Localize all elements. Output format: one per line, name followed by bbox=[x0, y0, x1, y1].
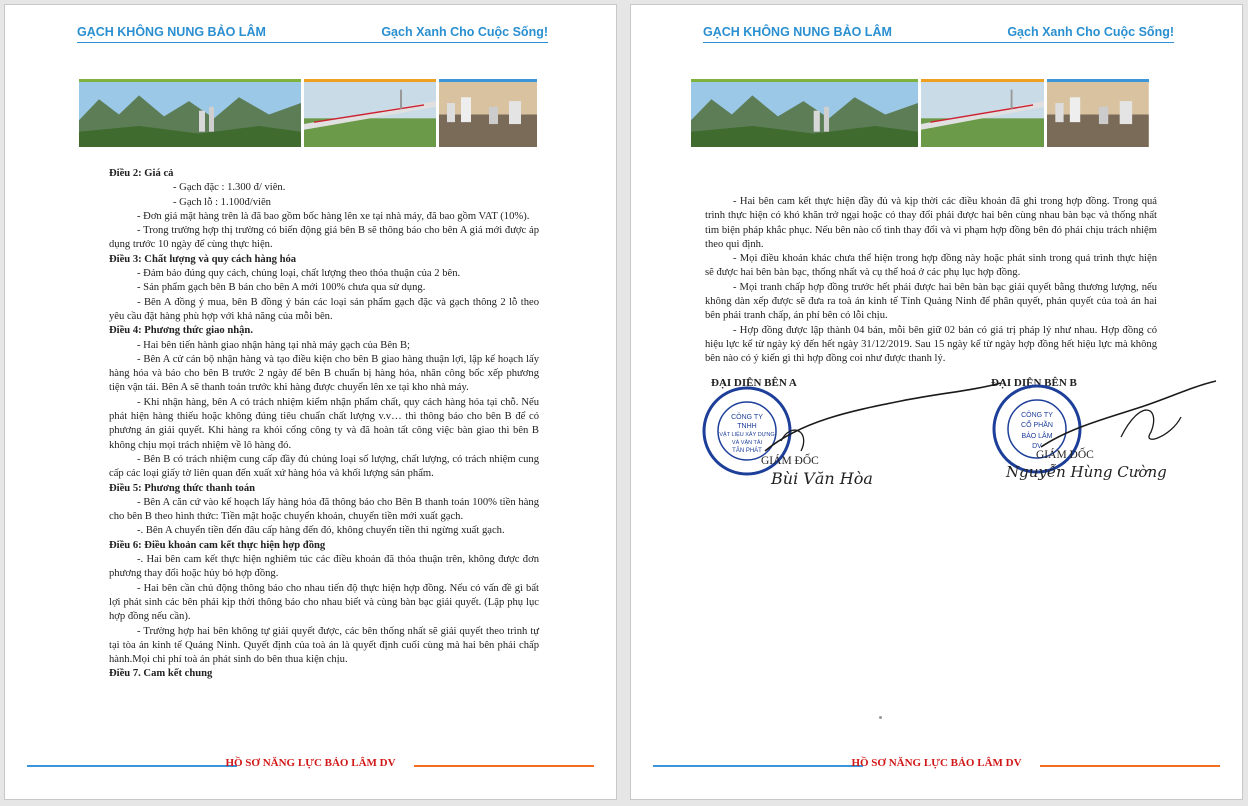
banner-photo-bridge bbox=[921, 79, 1044, 147]
article-5-para-1: - Bên A căn cứ vào kế hoạch lấy hàng hóa đã thông báo cho Bên B thanh toán 100% tiền hàng cho bên B theo hình thức: Tiền mặt hoặc chuyển khoản, chuyển tiền mới xuất gạch. bbox=[109, 496, 539, 523]
article-6-title: Điều 6: Điều khoản cam kết thực hiện hợp đồng bbox=[109, 539, 326, 551]
director-b-title: GIÁM ĐỐC bbox=[1036, 449, 1094, 461]
banner-photo-city bbox=[439, 79, 537, 147]
header-banner-image bbox=[79, 79, 537, 147]
seal-b-line-1: CÔNG TY bbox=[1021, 412, 1053, 419]
banner-photo-landscape bbox=[79, 79, 301, 147]
signature-block bbox=[701, 377, 1221, 507]
seal-a-line-2: TNHH bbox=[737, 423, 757, 430]
director-a-name: Bùi Văn Hòa bbox=[771, 469, 873, 488]
seal-a-line-3: VẬT LIỆU XÂY DỰNG bbox=[719, 432, 775, 438]
document-page-right bbox=[630, 4, 1243, 800]
header-slogan: Gạch Xanh Cho Cuộc Sống! bbox=[381, 25, 548, 39]
seal-b-line-3: BẢO LÂM bbox=[1021, 433, 1053, 440]
general-commitment-para-2: - Mọi điều khoản khác chưa thể hiện trong hợp đồng này hoặc phát sinh trong quá trình thực hiện sẽ được hai bên bàn bạc, thống nhất và cụ thể hoá ở các phụ lục hợp đồng. bbox=[705, 253, 1157, 279]
general-commitment-para-4: - Hợp đồng được lập thành 04 bản, mỗi bên giữ 02 bản có giá trị pháp lý như nhau. Hợp đồng có hiệu lực kể từ ngày ký đến hết ngày 31/12/2019. Sau 15 ngày kể từ ngày hợp đồng hết hiệu lực mà không bên nào có ý kiến gì thì hợp đồng coi như được thanh lý. bbox=[705, 324, 1157, 365]
article-3-para-2: - Sản phẩm gạch bên B bán cho bên A mới 100% chưa qua sử dụng. bbox=[137, 282, 426, 294]
article-3-para-1: - Đảm bảo đúng quy cách, chủng loại, chất lượng theo thỏa thuận của 2 bên. bbox=[137, 268, 461, 280]
banner-photo-city bbox=[1047, 79, 1149, 147]
director-a-title: GIÁM ĐỐC bbox=[761, 455, 819, 467]
price-solid-brick: - Gạch đặc : 1.300 đ/ viên. bbox=[173, 182, 286, 194]
general-commitment-para-1: - Hai bên cam kết thực hiện đầy đủ và kịp thời các điều khoản đã ghi trong hợp đồng. Trong quá trình thực hiện có khó khăn trở ngại hoặc có thay đổi phải được hai bên cùng nhau bàn bạc và thống nhất tìm biện pháp khắc phục. Nếu bên nào cố tình thay đổi và vi phạm hợp đồng bên đó phải chịu trách nhiệm theo qui định. bbox=[705, 196, 1157, 250]
article-5-para-2: -. Bên A chuyển tiền đến đâu cấp hàng đến đó, không chuyển tiền thì ngừng xuất gạch. bbox=[137, 525, 505, 537]
article-4-title: Điều 4: Phương thức giao nhận. bbox=[109, 325, 253, 337]
header-company: GẠCH KHÔNG NUNG BẢO LÂM bbox=[77, 25, 266, 39]
seal-b-line-4: DV bbox=[1032, 443, 1042, 450]
article-3-title: Điều 3: Chất lượng và quy cách hàng hóa bbox=[109, 253, 297, 265]
header-slogan: Gạch Xanh Cho Cuộc Sống! bbox=[1007, 25, 1174, 39]
representative-b-label: ĐẠI DIỆN BÊN B bbox=[991, 377, 1077, 389]
article-6-para-2: - Hai bên cần chủ động thông báo cho nhau tiến độ thực hiện hợp đồng. Nếu có vấn đề gì bất lợi phát sinh các bên phải kịp thời thông báo cho nhau biết và cùng bàn bạc giải quyết. (Lập phụ lục hợp đồng nếu cần). bbox=[109, 582, 539, 623]
article-4-para-2: - Bên A cử cán bộ nhận hàng và tạo điều kiện cho bên B giao hàng thuận lợi, lập kế hoạch lấy hàng hóa và báo cho bên B trước 2 ngày để bên B chuẩn bị hàng hóa, nhân công bốc xếp phương tiện vận tải. Bên A sẽ thanh toán trước khi hàng được chuyển lên xe tại kho nhà máy. bbox=[109, 353, 539, 394]
article-2-para-1: - Đơn giá mặt hàng trên là đã bao gồm bốc hàng lên xe tại nhà máy, đã bao gồm VAT (10%). bbox=[137, 210, 530, 222]
header-banner-image bbox=[691, 79, 1149, 147]
price-hollow-brick: - Gạch lỗ : 1.100đ/viên bbox=[173, 196, 271, 208]
header-rule bbox=[703, 42, 1174, 43]
contract-text-left bbox=[109, 167, 539, 682]
banner-photo-landscape bbox=[691, 79, 918, 147]
stray-mark bbox=[879, 716, 882, 719]
seal-b-line-2: CỔ PHẦN bbox=[1021, 422, 1053, 429]
banner-photo-bridge bbox=[304, 79, 436, 147]
article-5-title: Điều 5: Phương thức thanh toán bbox=[109, 482, 256, 494]
document-page-left bbox=[4, 4, 617, 800]
seal-a-line-4: VÀ VẬN TẢI bbox=[731, 440, 763, 446]
article-2-para-2: - Trong trường hợp thị trường có biến động giá bên B sẽ thông báo cho bên A giá mới được áp dụng trước 10 ngày để cùng thực hiện. bbox=[109, 225, 539, 251]
article-6-para-3: - Trường hợp hai bên không tự giải quyết được, các bên thống nhất sẽ giải quyết theo trình tự tại tòa án kinh tế Quảng Ninh. Quyết định của toà án là quyết định cuối cùng mà hai bên phải chấp hành.Mọi chi phí toà án phát sinh do bên thua kiện chịu. bbox=[109, 625, 539, 666]
article-4-para-4: - Bên B có trách nhiệm cung cấp đầy đủ chủng loại số lượng, chất lượng, có trách nhiệm cung cấp các loại giấy tờ liên quan đến xuất xứ hàng hóa và khối lượng sản phẩm. bbox=[109, 453, 539, 480]
article-2-title: Điều 2: Giá cả bbox=[109, 168, 174, 179]
representative-a-label: ĐẠI DIỆN BÊN A bbox=[711, 377, 797, 389]
article-7-title: Điều 7. Cam kết chung bbox=[109, 668, 213, 680]
seal-a-line-1: CÔNG TY bbox=[731, 414, 763, 421]
general-commitment-para-3: - Mọi tranh chấp hợp đồng trước hết phải được hai bên bàn bạc giải quyết bằng thương lượng, nếu không dàn xếp được sẽ đưa ra toà án kinh tế Tỉnh Quảng Ninh để phân quyết, phán quyết của toà án hai bên phải tranh chấp, án phí bên có lỗi chịu. bbox=[705, 281, 1157, 322]
header-rule bbox=[77, 42, 548, 43]
seal-a-line-5: TÂN PHÁT bbox=[732, 448, 762, 454]
article-3-para-3: - Bên A đồng ý mua, bên B đồng ý bán các loại sản phẩm gạch đặc và gạch thông 2 lỗ theo yêu cầu đặt hàng phù hợp với khả năng của mỗi bên. bbox=[109, 296, 539, 322]
article-6-para-1: -. Hai bên cam kết thực hiện nghiêm túc các điều khoản đã thỏa thuận trên, không được đơn phương thay đổi hoặc hủy bỏ hợp đồng. bbox=[109, 554, 539, 580]
article-4-para-1: - Hai bên tiến hành giao nhận hàng tại nhà máy gạch của Bên B; bbox=[137, 339, 410, 351]
director-b-name: Nguyễn Hùng Cường bbox=[1006, 463, 1167, 481]
footer-text: HỒ SƠ NĂNG LỰC BẢO LÂM DV bbox=[225, 757, 396, 769]
article-4-para-3: - Khi nhận hàng, bên A có trách nhiệm kiểm nhận phẩm chất, quy cách hàng hóa tại chỗ. Nếu phát hiện hàng thiếu hoặc không đúng tiêu chuẩn chất lượng v.v… thì thông báo cho bên B để có phương án giải quyết. Khi hàng ra khỏi cổng công ty và đã hoàn tất công việc bàn giao thì bên B không chịu mọi trách nhiệm về lô hàng đó. bbox=[109, 396, 539, 451]
header-company: GẠCH KHÔNG NUNG BẢO LÂM bbox=[703, 25, 892, 39]
contract-text-right bbox=[705, 195, 1157, 367]
footer-text: HỒ SƠ NĂNG LỰC BẢO LÂM DV bbox=[851, 757, 1022, 769]
